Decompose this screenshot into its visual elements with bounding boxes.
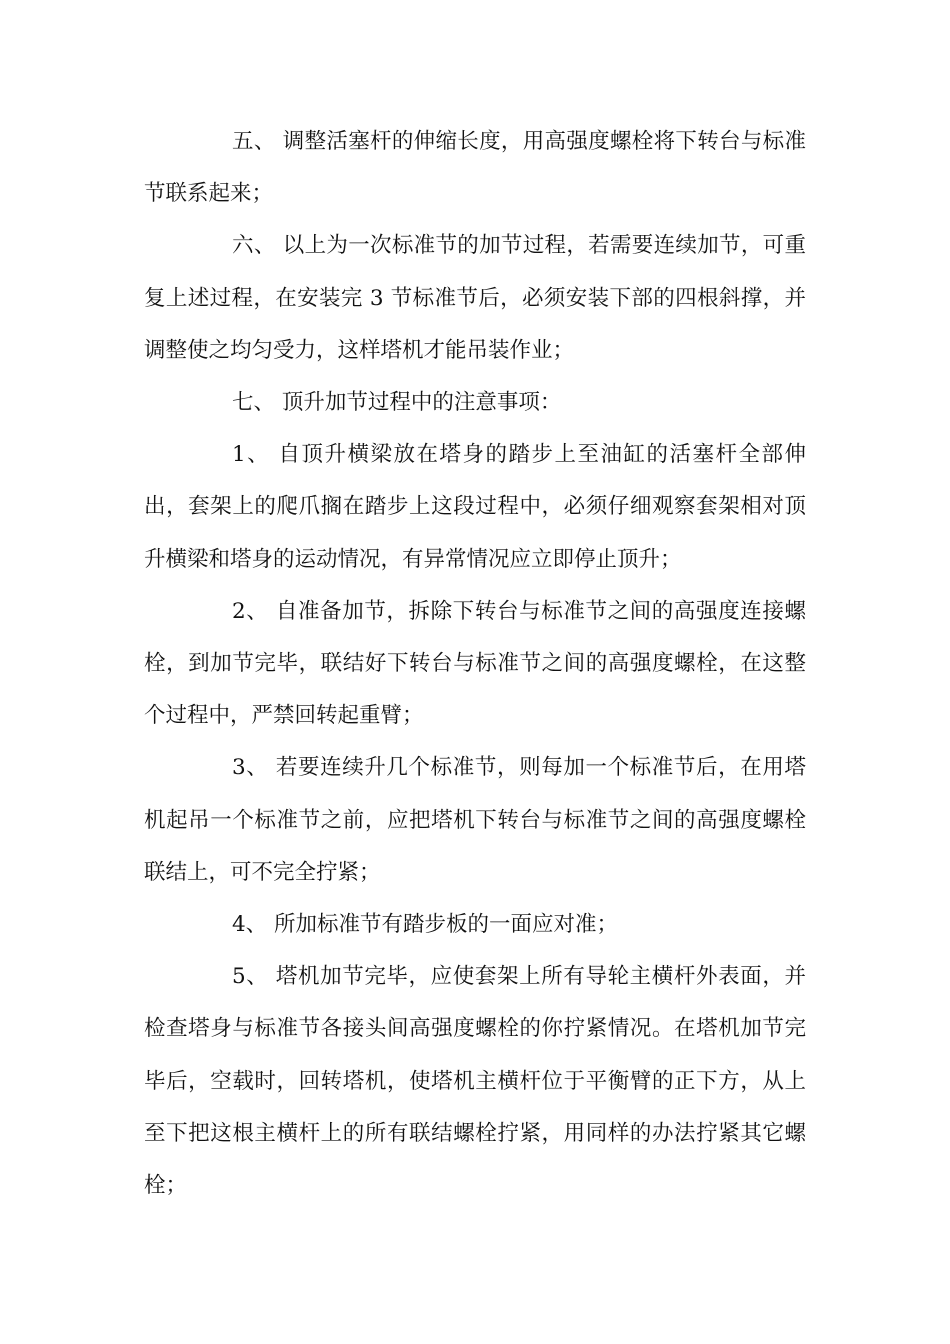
paragraph-step-5: 五、 调整活塞杆的伸缩长度，用高强度螺栓将下转台与标准节联系起来； bbox=[144, 129, 806, 207]
paragraph-step-6: 六、 以上为一次标准节的加节过程，若需要连续加节，可重复上述过程，在安装完 3 节标准节后，必须安装下部的四根斜撑，并调整使之均匀受力，这样塔机才能吊装作业； bbox=[144, 233, 806, 363]
paragraph-note-2: 2、 自准备加节，拆除下转台与标准节之间的高强度连接螺栓，到加节完毕，联结好下转台与标准节之间的高强度螺栓，在这整个过程中，严禁回转起重臂； bbox=[144, 598, 806, 729]
document-body bbox=[144, 116, 806, 1212]
paragraph-note-3: 3、 若要连续升几个标准节，则每加一个标准节后，在用塔机起吊一个标准节之前，应把塔机下转台与标准节之间的高强度螺栓联结上，可不完全拧紧； bbox=[144, 755, 806, 885]
paragraph-step-7-heading: 七、 顶升加节过程中的注意事项： bbox=[232, 390, 562, 416]
paragraph-note-4: 4、 所加标准节有踏步板的一面应对准； bbox=[232, 912, 619, 938]
paragraph-note-5: 5、 塔机加节完毕，应使套架上所有导轮主横杆外表面，并检查塔身与标准节各接头间高强度螺栓的你拧紧情况。在塔机加节完毕后，空载时，回转塔机，使塔机主横杆位于平衡臂的正下方，从上至下把这根主横杆上的所有联结螺栓拧紧，用同样的办法拧紧其它螺栓； bbox=[144, 964, 806, 1199]
paragraph-note-1: 1、 自顶升横梁放在塔身的踏步上至油缸的活塞杆全部伸出，套架上的爬爪搁在踏步上这段过程中，必须仔细观察套架相对顶升横梁和塔身的运动情况，有异常情况应立即停止顶升； bbox=[144, 442, 806, 572]
